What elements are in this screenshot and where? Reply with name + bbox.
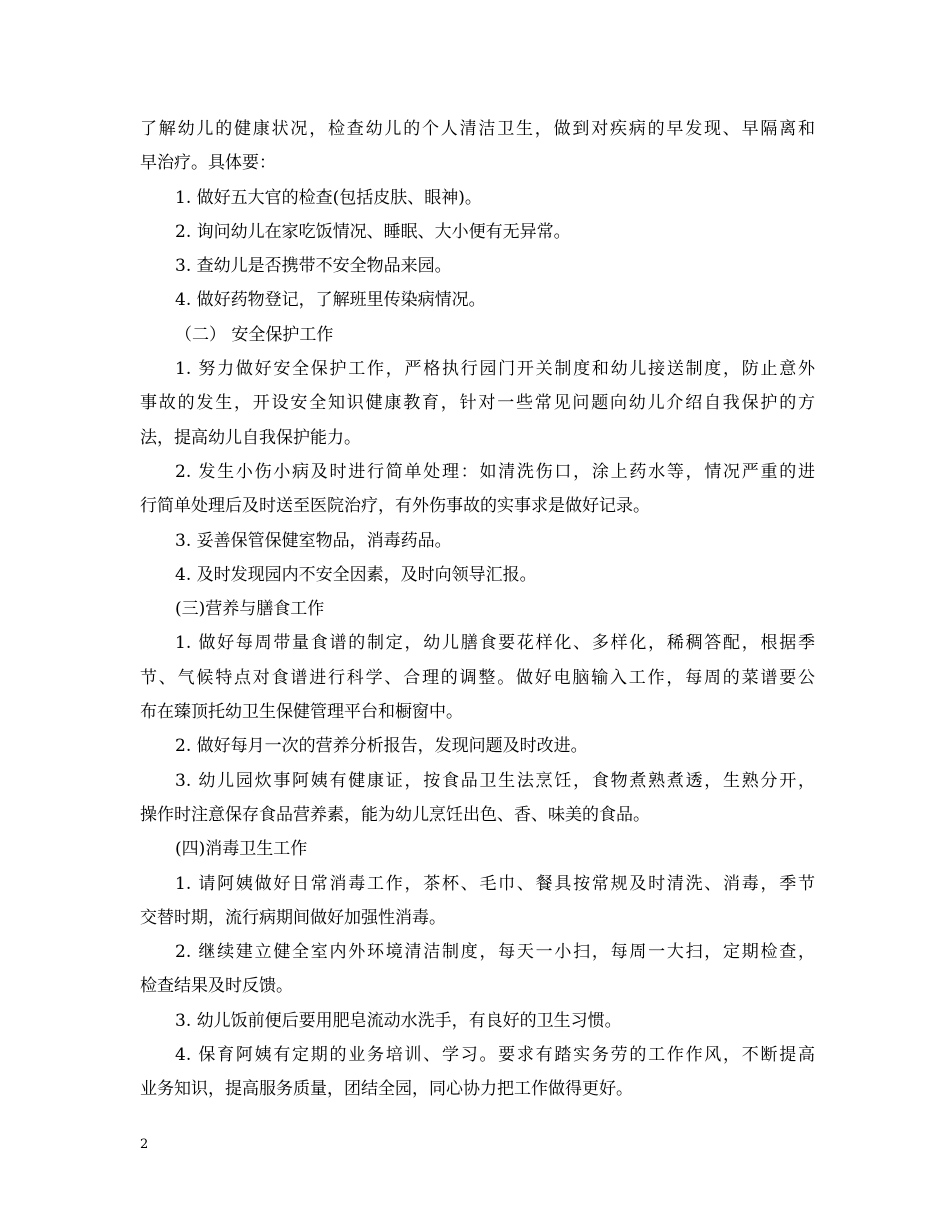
document-body (140, 112, 815, 1107)
text-line: 布在臻顶托幼卫生保健管理平台和橱窗中。 (140, 702, 463, 723)
list-item: 3. 幼儿园炊事阿姨有健康证，按食品卫生法烹饪，食物煮熟煮透，生熟分开， (175, 770, 815, 791)
page-number: 2 (140, 1137, 149, 1152)
text-line: 了解幼儿的健康状况，检查幼儿的个人清洁卫生，做到对疾病的早发现、早隔离和 (140, 119, 815, 139)
text-line: 业务知识，提高服务质量，团结全园，同心协力把工作做得更好。 (140, 1079, 633, 1100)
text-line: 行简单处理后及时送至医院治疗，有外伤事故的实事求是做好记录。 (140, 496, 650, 517)
list-item: 4. 做好药物登记，了解班里传染病情况。 (175, 290, 486, 311)
text-line: 节、气候特点对食谱进行科学、合理的调整。做好电脑输入工作，每周的菜谱要公 (140, 667, 815, 688)
list-item: 4. 及时发现园内不安全因素，及时向领导汇报。 (175, 564, 537, 585)
text-line: 交替时期，流行病期间做好加强性消毒。 (140, 907, 446, 928)
text-line: 法，提高幼儿自我保护能力。 (140, 427, 361, 448)
text-line: 事故的发生，开设安全知识健康教育，针对一些常见问题向幼儿介绍自我保护的方 (140, 393, 815, 414)
list-item: 3. 妥善保管保健室物品，消毒药品。 (175, 530, 452, 551)
list-item: 1. 请阿姨做好日常消毒工作，茶杯、毛巾、餐具按常规及时清洗、消毒，季节 (175, 873, 815, 894)
list-item: 1. 做好每周带量食谱的制定，幼儿膳食要花样化、多样化，稀稠答配，根据季 (175, 633, 815, 654)
list-item: 1. 做好五大官的检查(包括皮肤、眼神)。 (175, 187, 482, 208)
text-line: 早治疗。具体要： (140, 153, 276, 174)
text-line: 操作时注意保存食品营养素，能为幼儿烹饪出色、香、味美的食品。 (140, 804, 650, 825)
list-item: 3. 幼儿饭前便后要用肥皂流动水洗手，有良好的卫生习惯。 (175, 1010, 622, 1031)
section-heading: (四)消毒卫生工作 (175, 839, 308, 860)
list-item: 2. 继续建立健全室内外环境清洁制度，每天一小扫，每周一大扫，定期检查， (175, 942, 815, 963)
list-item: 1. 努力做好安全保护工作，严格执行园门开关制度和幼儿接送制度，防止意外 (175, 359, 815, 380)
list-item: 2. 发生小伤小病及时进行简单处理：如清洗伤口，涂上药水等，情况严重的进 (175, 461, 815, 482)
list-item: 2. 询问幼儿在家吃饭情况、睡眠、大小便有无异常。 (175, 221, 571, 242)
text-line: 检查结果及时反馈。 (140, 976, 293, 997)
list-item: 4. 保育阿姨有定期的业务培训、学习。要求有踏实务劳的工作作风，不断提高 (175, 1045, 815, 1066)
section-heading: (三)营养与膳食工作 (175, 599, 325, 620)
section-heading: （二） 安全保护工作 (175, 324, 334, 345)
list-item: 2. 做好每月一次的营养分析报告，发现问题及时改进。 (175, 736, 588, 757)
list-item: 3. 查幼儿是否携带不安全物品来园。 (175, 256, 452, 277)
